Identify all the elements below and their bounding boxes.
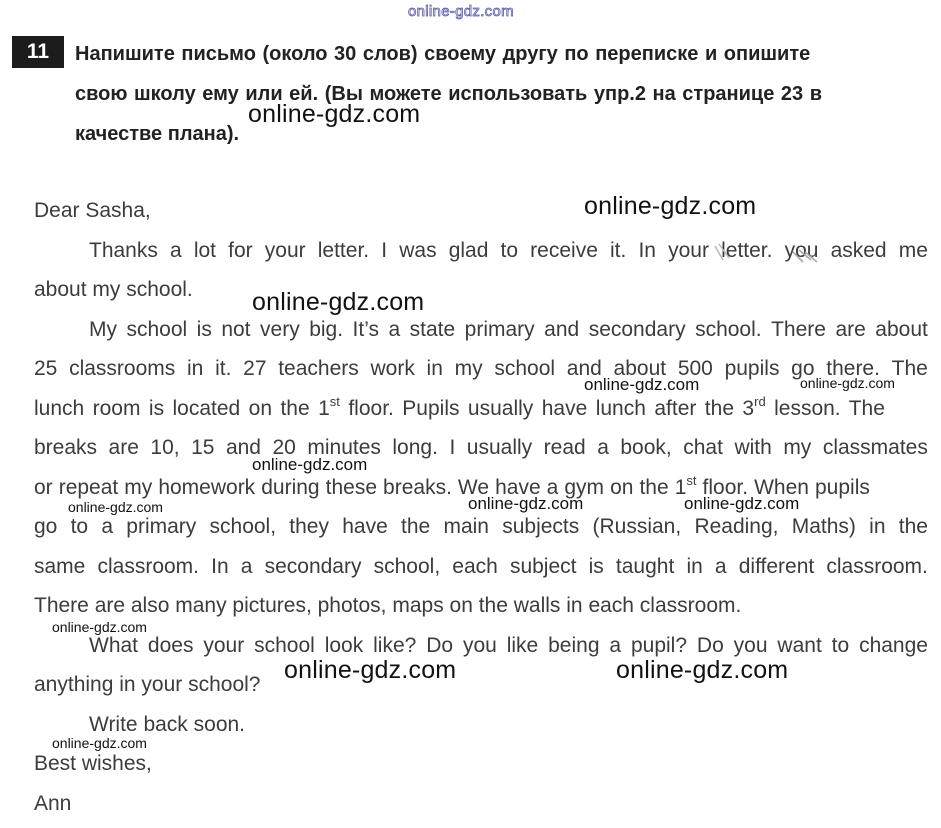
word: letter.	[317, 238, 370, 262]
word: about	[613, 357, 667, 380]
task-line-3: качестве плана).	[75, 123, 240, 145]
word: was	[399, 238, 437, 262]
task-number-badge: 11	[12, 36, 64, 68]
word: in	[869, 515, 886, 538]
word: your	[264, 238, 306, 262]
task-instructions	[75, 34, 929, 154]
word: look	[324, 633, 364, 657]
word: minutes	[307, 436, 381, 459]
word: school,	[209, 515, 277, 538]
letter-p2-line5: or repeat my homework during these breaks. We have a gym on the 1st floor. When pupils	[34, 472, 870, 499]
word: being	[548, 633, 600, 657]
watermark: online-gdz.com	[68, 499, 163, 515]
word: you	[784, 238, 819, 262]
word: have	[342, 515, 388, 538]
watermark: online-gdz.com	[284, 656, 457, 684]
word: subject	[509, 554, 577, 578]
watermark: online-gdz.com	[252, 455, 368, 474]
word: and	[544, 317, 580, 341]
word: the	[898, 515, 928, 538]
letter-p2-line8: There are also many pictures, photos, maps on the walls in each classroom.	[34, 594, 742, 617]
watermark: online-gdz.com	[616, 656, 789, 684]
word: go	[34, 515, 58, 538]
letter-p2-line7	[34, 547, 928, 587]
word: classroom.	[97, 554, 200, 578]
word: very	[260, 317, 300, 341]
word: subjects	[502, 515, 580, 538]
task-line-1: Напишите письмо (около 30 слов) своему другу по переписке и опишите	[75, 43, 811, 65]
word: school,	[373, 554, 441, 578]
word: you	[462, 633, 497, 657]
word: In	[638, 238, 656, 262]
word: in	[686, 554, 703, 578]
word: school	[494, 357, 556, 380]
word: the	[401, 515, 431, 538]
word: is	[588, 554, 604, 578]
word: pupils	[724, 357, 780, 380]
word: it.	[215, 357, 232, 380]
watermark: online-gdz.com	[248, 100, 421, 128]
word: Reading,	[694, 515, 779, 538]
word: classroom.	[826, 554, 928, 578]
word: secondary	[264, 554, 362, 578]
letter-p2-line3: lunch room is located on the 1st floor. Pupils usually have lunch after the 3rd lesson. The	[34, 393, 885, 420]
word: What	[89, 633, 139, 657]
word: main	[443, 515, 489, 538]
word: My	[89, 317, 117, 341]
word: Do	[696, 633, 724, 657]
word: 15	[191, 436, 215, 459]
word: in	[187, 357, 204, 380]
word: The	[891, 357, 928, 380]
word: for	[228, 238, 253, 262]
word: secondary	[588, 317, 686, 341]
task-line-2: свою школу ему или ей. (Вы можете использовать упр.2 на странице 23 в	[75, 83, 822, 105]
word: same	[34, 554, 86, 578]
word: school.	[695, 317, 762, 341]
word: there.	[826, 357, 880, 380]
word: to	[70, 515, 89, 538]
word: like?	[373, 633, 417, 657]
word: I	[449, 436, 456, 459]
word: your	[668, 238, 709, 262]
word: me	[898, 238, 928, 262]
word: your	[203, 633, 245, 657]
word: to	[500, 238, 519, 262]
word: go	[791, 357, 815, 380]
word: my	[454, 357, 483, 380]
word: to	[831, 633, 850, 657]
letter-closing-2: Best wishes,	[34, 752, 152, 775]
word: classmates	[822, 436, 928, 459]
word: usually	[466, 436, 533, 459]
word: a	[609, 633, 622, 657]
watermark: online-gdz.com	[800, 375, 895, 391]
letter-greeting: Dear Sasha,	[34, 199, 151, 222]
word: a	[388, 317, 401, 341]
word: work	[370, 357, 415, 380]
word: classrooms	[69, 357, 176, 380]
letter-p1-line2: about my school.	[34, 278, 193, 301]
letter-p3-line2: anything in your school?	[34, 673, 261, 696]
word: are	[108, 436, 139, 459]
pen-scribble-mark	[705, 238, 825, 268]
word: lot	[193, 238, 216, 262]
word: teachers	[278, 357, 359, 380]
word: different	[738, 554, 815, 578]
word: breaks	[34, 436, 98, 459]
word: pupil?	[630, 633, 688, 657]
word: book,	[620, 436, 672, 459]
word: There	[771, 317, 826, 341]
word: taught	[615, 554, 675, 578]
word: It’s	[352, 317, 379, 341]
word: a	[597, 436, 609, 459]
watermark: online-gdz.com	[468, 494, 584, 513]
letter-p3-line1	[34, 626, 928, 666]
site-watermark-top: online-gdz.com	[408, 3, 514, 20]
word: a	[170, 238, 182, 262]
word: not	[221, 317, 251, 341]
word: asked	[830, 238, 887, 262]
word: my	[783, 436, 812, 459]
word: does	[147, 633, 194, 657]
word: are	[835, 317, 866, 341]
letter-closing-1: Write back soon.	[89, 712, 246, 736]
word: change	[859, 633, 928, 657]
letter-p2-line1	[34, 310, 928, 350]
word: (Russian,	[592, 515, 682, 538]
watermark: online-gdz.com	[252, 288, 425, 316]
word: long.	[392, 436, 438, 459]
word: you	[733, 633, 768, 657]
word: they	[289, 515, 329, 538]
word: primary	[464, 317, 535, 341]
word: chat	[683, 436, 723, 459]
word: each	[452, 554, 498, 578]
watermark: online-gdz.com	[584, 192, 757, 220]
watermark: online-gdz.com	[584, 375, 700, 394]
letter-p2-line2	[34, 349, 928, 389]
word: 25	[34, 357, 58, 380]
word: 27	[243, 357, 267, 380]
word: 500	[677, 357, 713, 380]
word: 10,	[150, 436, 180, 459]
word: want	[777, 633, 822, 657]
word: state	[409, 317, 456, 341]
word: is	[196, 317, 212, 341]
word: receive	[530, 238, 598, 262]
word: school	[126, 317, 188, 341]
word: and	[225, 436, 261, 459]
word: it.	[610, 238, 627, 262]
watermark: online-gdz.com	[52, 619, 147, 635]
word: in	[426, 357, 443, 380]
word: school	[254, 633, 315, 657]
word: about	[875, 317, 928, 341]
word: Maths)	[791, 515, 856, 538]
word: a	[714, 554, 727, 578]
word: In	[211, 554, 229, 578]
word: 20	[272, 436, 296, 459]
word: Do	[426, 633, 454, 657]
word: I	[381, 238, 388, 262]
watermark: online-gdz.com	[684, 494, 800, 513]
word: a	[240, 554, 253, 578]
word: primary	[126, 515, 197, 538]
word: and	[566, 357, 602, 380]
word: read	[543, 436, 586, 459]
word: letter.	[721, 238, 773, 262]
watermark: online-gdz.com	[52, 735, 147, 751]
letter-signature: Ann	[34, 791, 72, 815]
word: big.	[309, 317, 344, 341]
letter-p2-line4	[34, 428, 928, 468]
word: Thanks	[89, 238, 158, 262]
word: like	[506, 633, 539, 657]
word: a	[101, 515, 114, 538]
word: glad	[448, 238, 489, 262]
word: with	[734, 436, 772, 459]
